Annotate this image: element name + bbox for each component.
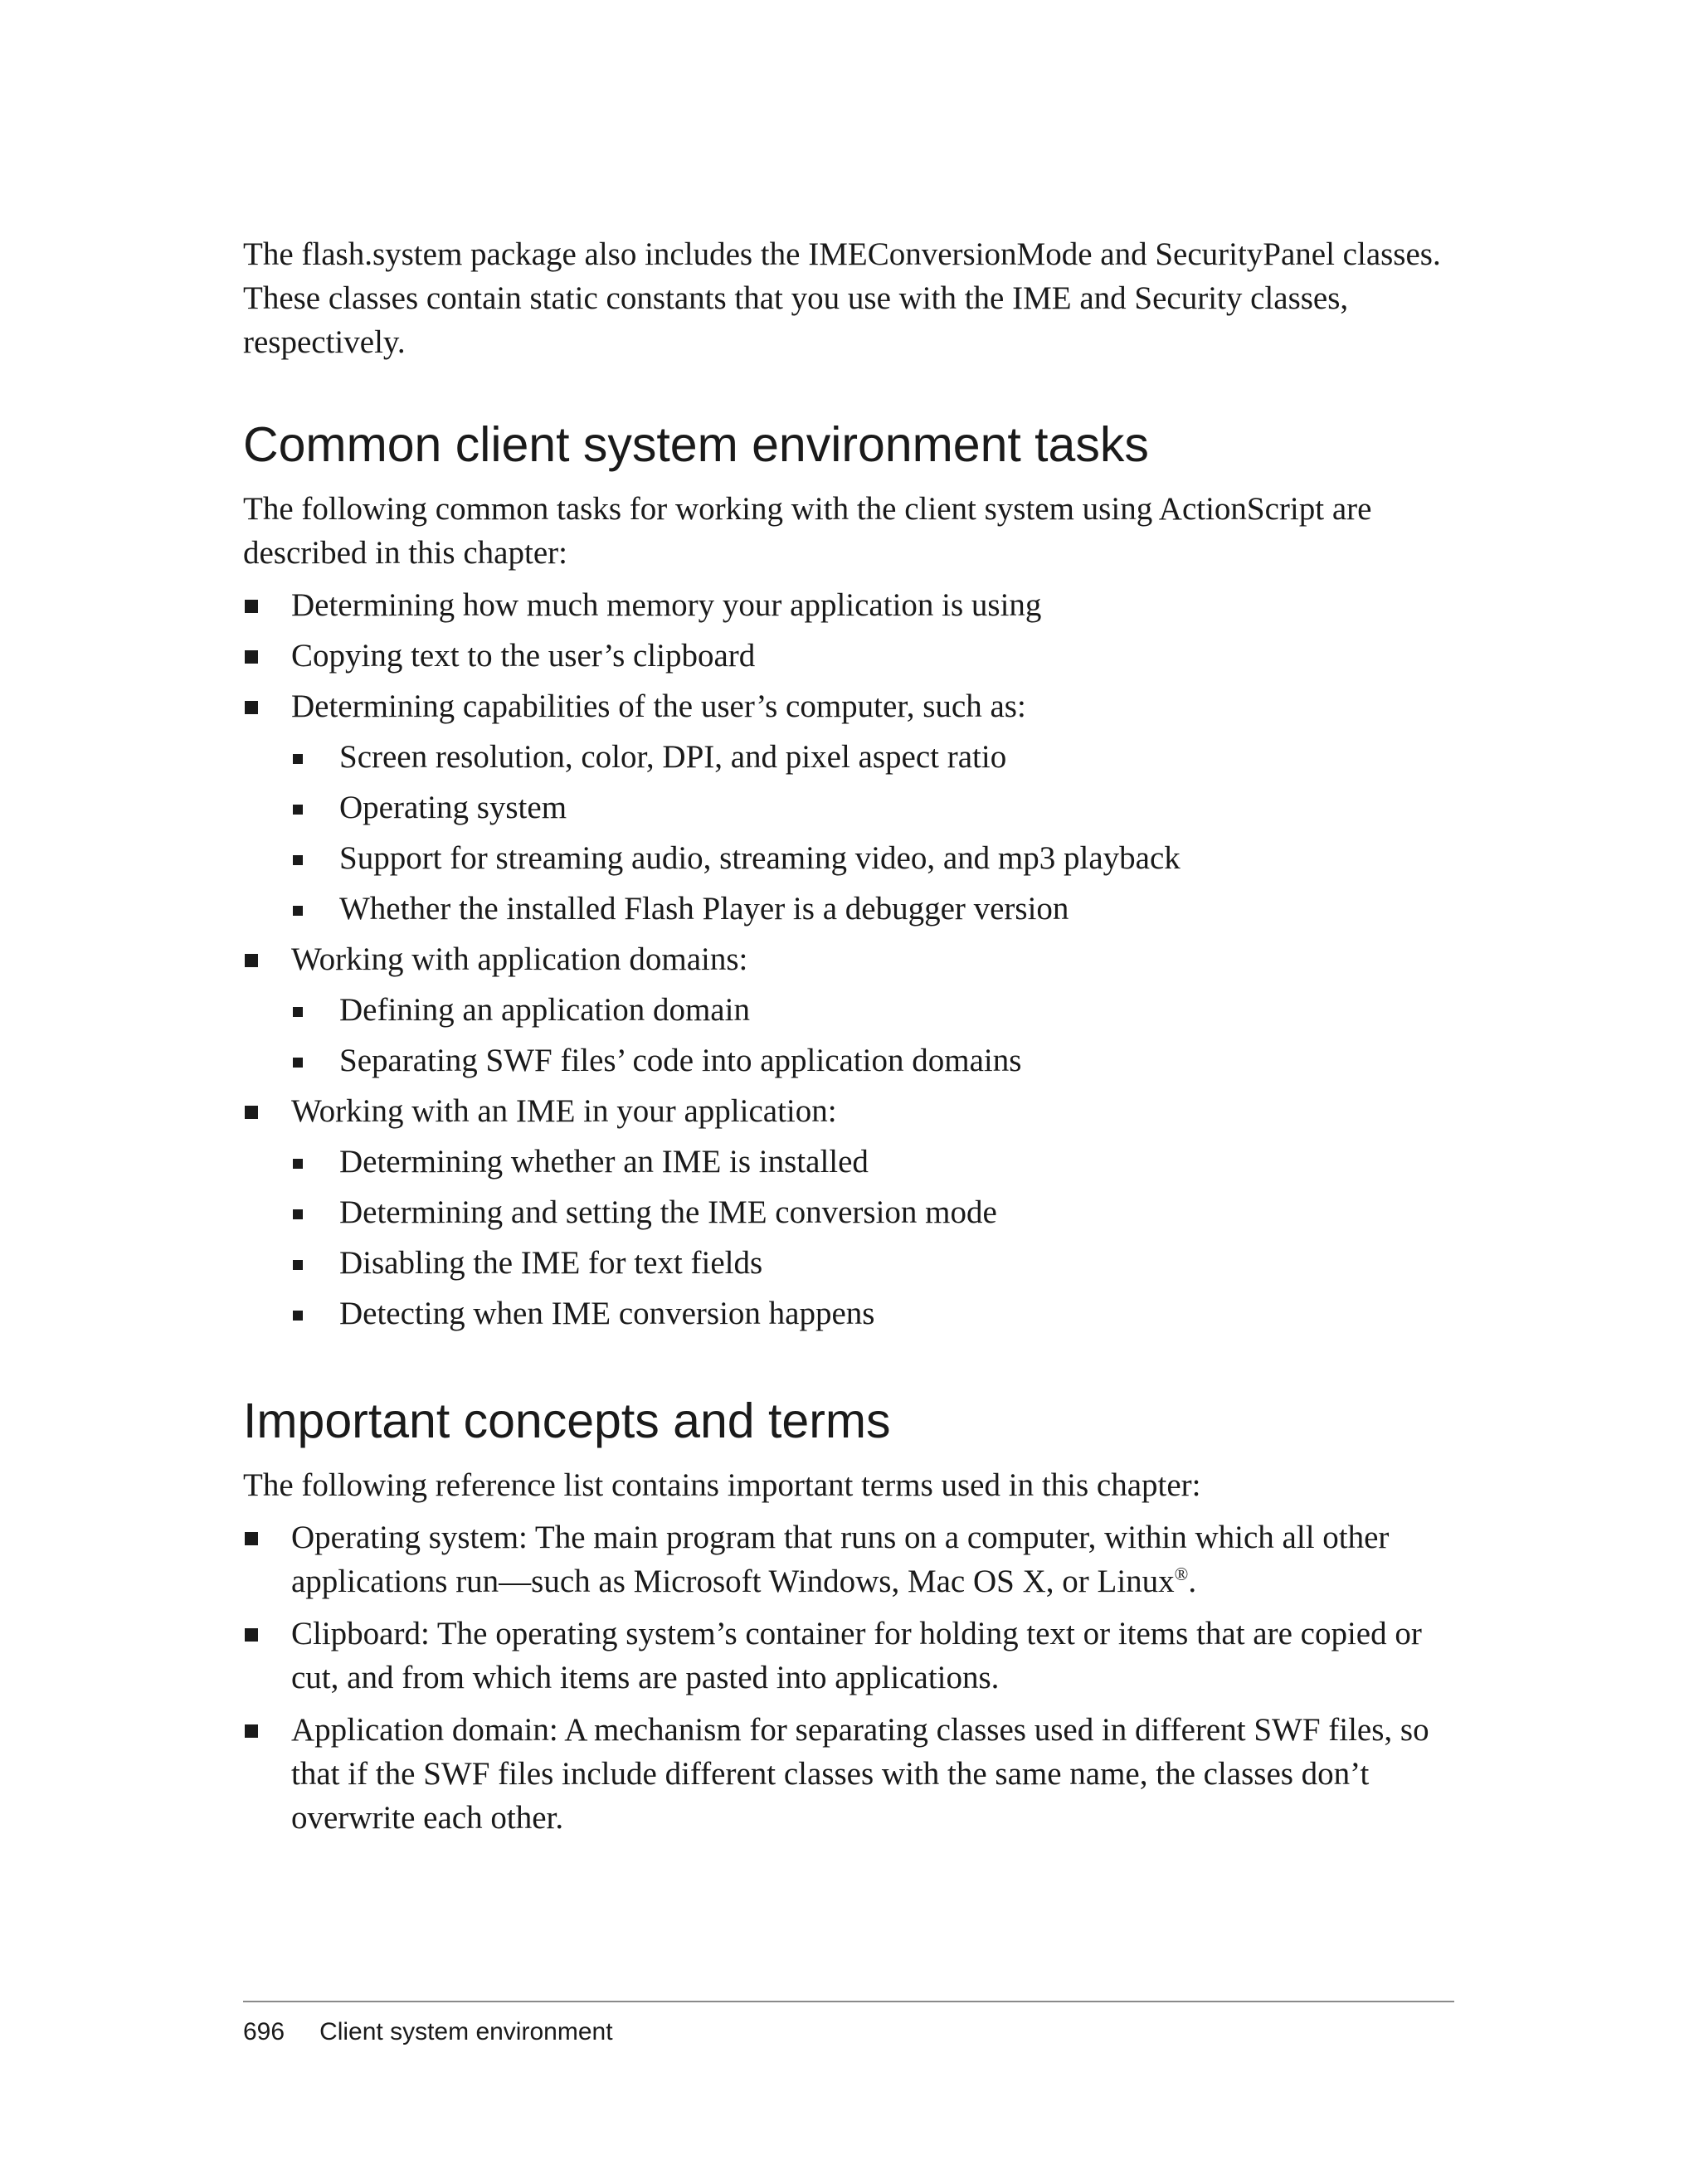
term-text: Operating system: The main program that runs on a computer, within which all other applications run—such as Microsoft Windows, Mac OS X, or Linux — [291, 1520, 1390, 1599]
sub-list-item — [291, 786, 1454, 829]
page-number: 696 — [243, 2018, 285, 2045]
square-bullet-icon — [245, 1106, 258, 1119]
small-square-bullet-icon — [293, 1058, 303, 1068]
square-bullet-icon — [245, 954, 258, 967]
small-square-bullet-icon — [293, 1311, 303, 1321]
footer-chapter-title: Client system environment — [319, 2018, 613, 2045]
sub-list — [291, 735, 1454, 931]
section-heading-concepts: Important concepts and terms — [243, 1394, 891, 1448]
list-item-text: Copying text to the user’s clipboard — [291, 638, 756, 674]
sub-list-item-text: Determining whether an IME is installed — [339, 1144, 869, 1180]
square-bullet-icon — [245, 1532, 258, 1545]
sub-list — [291, 1140, 1454, 1335]
small-square-bullet-icon — [293, 855, 303, 865]
sub-list-item-text: Support for streaming audio, streaming video, and mp3 playback — [339, 840, 1181, 876]
small-square-bullet-icon — [293, 1260, 303, 1270]
square-bullet-icon — [245, 701, 258, 714]
sub-list-item-text: Whether the installed Flash Player is a debugger version — [339, 891, 1069, 927]
sub-list-item-text: Defining an application domain — [339, 992, 750, 1028]
sub-list-item — [291, 836, 1454, 880]
sub-list-item — [291, 1038, 1454, 1082]
sub-list-item-text: Operating system — [339, 790, 567, 825]
square-bullet-icon — [245, 1724, 258, 1738]
list-item-text: Determining capabilities of the user’s computer, such as: — [291, 688, 1026, 724]
term-item — [243, 1515, 1454, 1603]
page-footer — [243, 2016, 613, 2049]
square-bullet-icon — [245, 650, 258, 664]
sub-list-item — [291, 988, 1454, 1032]
small-square-bullet-icon — [293, 754, 303, 764]
square-bullet-icon — [245, 600, 258, 613]
square-bullet-icon — [245, 1628, 258, 1642]
list-item-text: Determining how much memory your application is using — [291, 587, 1042, 623]
small-square-bullet-icon — [293, 906, 303, 916]
sub-list — [291, 988, 1454, 1082]
sub-list-item — [291, 735, 1454, 779]
tasks-lead-paragraph: The following common tasks for working with the client system using ActionScript are described in this chapter: — [243, 491, 1372, 571]
sub-list-item — [291, 1241, 1454, 1285]
list-item — [243, 684, 1454, 931]
term-text: Clipboard: The operating system’s container for holding text or items that are copied or cut, and from which items are pasted into applications. — [291, 1616, 1422, 1695]
term-text: Application domain: A mechanism for separating classes used in different SWF files, so that if the SWF files include different classes with the same name, the classes don’t overwrite each other. — [291, 1712, 1429, 1836]
small-square-bullet-icon — [293, 1209, 303, 1219]
sub-list-item — [291, 887, 1454, 931]
sub-list-item-text: Detecting when IME conversion happens — [339, 1296, 875, 1331]
registered-mark: ® — [1174, 1564, 1189, 1584]
intro-paragraph: The flash.system package also includes the IMEConversionMode and SecurityPanel classes. These classes contain static constants that you use with the IME and Security classes, respectively. — [243, 236, 1441, 360]
list-item — [243, 583, 1454, 627]
term-tail: . — [1188, 1564, 1197, 1599]
sub-list-item-text: Separating SWF files’ code into application domains — [339, 1043, 1022, 1078]
footer-divider — [243, 2001, 1454, 2002]
small-square-bullet-icon — [293, 1159, 303, 1169]
sub-list-item-text: Disabling the IME for text fields — [339, 1245, 763, 1281]
small-square-bullet-icon — [293, 1007, 303, 1017]
term-item — [243, 1708, 1454, 1840]
section-heading-tasks: Common client system environment tasks — [243, 417, 1149, 472]
sub-list-item-text: Screen resolution, color, DPI, and pixel aspect ratio — [339, 739, 1007, 775]
sub-list-item-text: Determining and setting the IME conversion mode — [339, 1194, 997, 1230]
small-square-bullet-icon — [293, 805, 303, 815]
list-item — [243, 634, 1454, 678]
terms-list — [243, 1515, 1454, 1840]
term-item — [243, 1612, 1454, 1700]
sub-list-item — [291, 1190, 1454, 1234]
page-content — [243, 232, 1454, 1848]
sub-list-item — [291, 1140, 1454, 1184]
list-item — [243, 937, 1454, 1082]
concepts-lead-paragraph: The following reference list contains important terms used in this chapter: — [243, 1467, 1201, 1503]
list-item-text: Working with an IME in your application: — [291, 1093, 837, 1129]
tasks-list — [243, 583, 1454, 1335]
list-item-text: Working with application domains: — [291, 941, 748, 977]
list-item — [243, 1089, 1454, 1335]
sub-list-item — [291, 1291, 1454, 1335]
